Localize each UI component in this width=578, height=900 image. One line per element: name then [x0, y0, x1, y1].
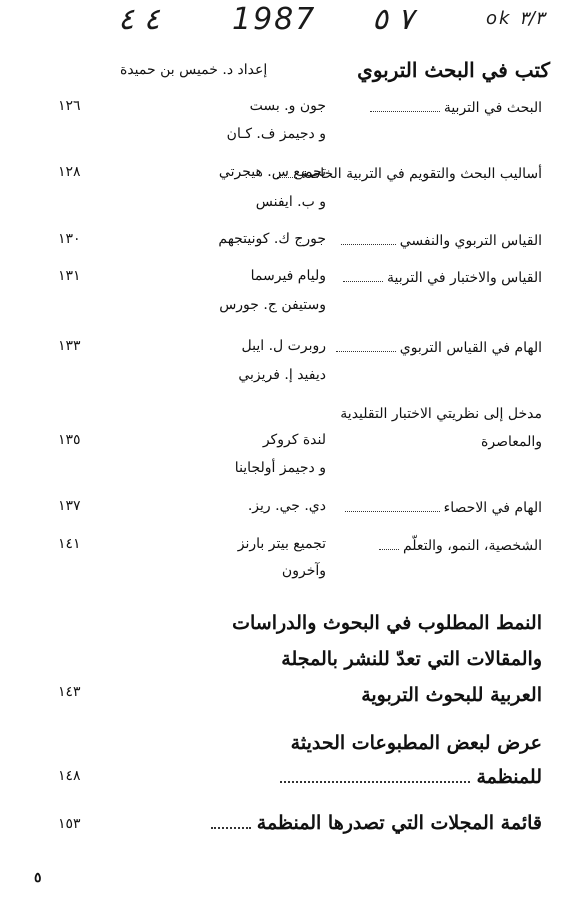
entry-author: تجميع س. هيجرتي — [218, 164, 326, 180]
section-heading: للمنظمة — [476, 766, 542, 788]
entry-author: وليام فيرسما — [250, 268, 326, 284]
entry-author: جورج ك. كونيتجهم — [218, 231, 326, 247]
entry-page: ١٤١ — [58, 536, 81, 552]
entry-author: و دجيمز أولجاينا — [234, 460, 326, 476]
section-page: ١٤٣ — [58, 684, 81, 700]
handwritten-note-left: ٤ ٤ — [118, 2, 160, 37]
section-page: ١٤٨ — [58, 768, 81, 784]
handwritten-year: 1987 — [232, 2, 317, 37]
entry-page: ١٢٨ — [58, 164, 81, 180]
section-heading: عرض لبعض المطبوعات الحديثة — [290, 732, 542, 754]
entry-author: وآخرون — [281, 563, 326, 579]
entry-author: دي. جي. ريز. — [247, 498, 326, 514]
entry-title: القياس التربوي والنفسي — [399, 233, 542, 249]
section-heading: قائمة المجلات التي تصدرها المنظمة — [256, 812, 542, 834]
handwritten-note-mid: ٧ ٥ — [372, 2, 414, 37]
entry-title: أساليب البحث والتقويم في التربية الخاصة — [300, 166, 542, 182]
entry-title: مدخل إلى نظريتي الاختبار التقليدية — [340, 406, 542, 422]
entry-page: ١٣٠ — [58, 231, 81, 247]
section-heading: النمط المطلوب في البحوث والدراسات — [232, 612, 542, 634]
entry-title: الهام في القياس التربوي — [399, 340, 542, 356]
entry-page: ١٣٥ — [58, 432, 81, 448]
section-page: ١٥٣ — [58, 816, 81, 832]
entry-title: البحث في التربية — [443, 100, 542, 116]
handwritten-note-right: ok ٣/٣ — [486, 8, 545, 29]
entry-page: ١٣١ — [58, 268, 81, 284]
entry-page: ١٣٣ — [58, 338, 81, 354]
entry-author: جون و. بست — [249, 98, 326, 114]
section-heading: العربية للبحوث التربوية — [361, 684, 542, 706]
entry-title: والمعاصرة — [481, 434, 542, 450]
entry-title: الهام في الاحصاء — [443, 500, 542, 516]
entry-author: ديفيد إ. فريزبي — [238, 367, 326, 383]
editor-credit: إعداد د. خميس بن حميدة — [120, 62, 268, 78]
entry-author: و دجيمز ف. كـان — [226, 126, 326, 142]
section-title: كتب في البحث التربوي — [357, 58, 550, 82]
entry-author: تجميع بيتر بارنز — [237, 536, 326, 552]
entry-author: لندة كروكر — [262, 432, 326, 448]
entry-page: ١٢٦ — [58, 98, 81, 114]
entry-page: ١٣٧ — [58, 498, 81, 514]
entry-title: الشخصية، النمو، والتعلّم — [402, 538, 542, 554]
section-heading: والمقالات التي تعدّ للنشر بالمجلة — [281, 648, 542, 670]
page-number: ٥ — [34, 870, 42, 886]
entry-author: و ب. ايفنس — [255, 194, 326, 210]
entry-title: القياس والاختبار في التربية — [386, 270, 542, 286]
entry-author: وستيفن ج. جورس — [219, 297, 326, 313]
entry-author: روبرت ل. ايبل — [241, 338, 326, 354]
